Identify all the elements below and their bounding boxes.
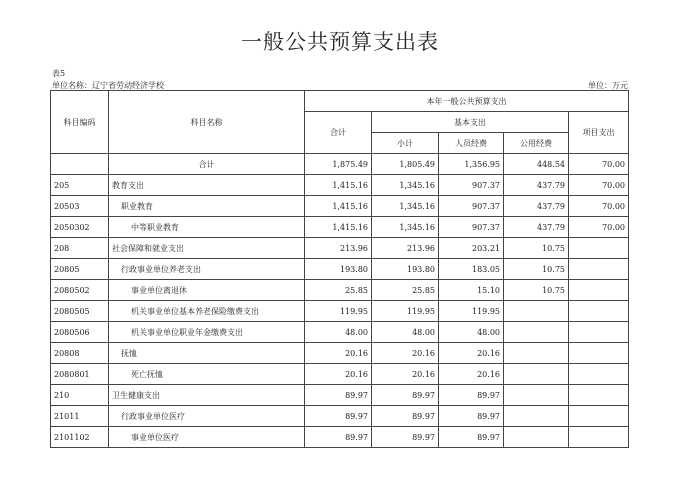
row-project [569,259,629,280]
row-project [569,406,629,427]
row-project [569,427,629,448]
row-personnel: 907.37 [439,217,504,238]
table-row [51,322,629,343]
row-public: 10.75 [504,259,569,280]
row-personnel: 20.16 [439,343,504,364]
row-personnel: 20.16 [439,364,504,385]
total-project: 70.00 [569,154,629,175]
table-row [51,196,629,217]
header-public: 公用经费 [504,133,569,154]
row-project [569,364,629,385]
row-name: 机关事业单位职业年金缴费支出 [109,322,305,343]
row-project [569,322,629,343]
header-group: 本年一般公共预算支出 [305,91,629,112]
row-code: 2080502 [51,280,109,301]
header-name: 科目名称 [109,91,305,154]
table-row [51,364,629,385]
row-total: 89.97 [305,385,372,406]
header-total: 合计 [305,112,372,154]
row-code: 2050302 [51,217,109,238]
row-total: 1,415.16 [305,175,372,196]
row-name: 职业教育 [109,196,305,217]
table-row [51,238,629,259]
row-subtotal: 1,345.16 [372,217,439,238]
row-public [504,322,569,343]
row-code: 21011 [51,406,109,427]
table-row [51,175,629,196]
row-code: 208 [51,238,109,259]
row-personnel: 15.10 [439,280,504,301]
row-subtotal: 20.16 [372,343,439,364]
table-row [51,280,629,301]
row-total: 20.16 [305,364,372,385]
row-total: 1,415.16 [305,196,372,217]
row-public: 10.75 [504,280,569,301]
header-personnel: 人员经费 [439,133,504,154]
row-project: 70.00 [569,196,629,217]
row-public [504,343,569,364]
table-row [51,406,629,427]
row-code: 20805 [51,259,109,280]
total-label: 合计 [109,154,305,175]
total-personnel: 1,356.95 [439,154,504,175]
row-code: 2080801 [51,364,109,385]
row-personnel: 48.00 [439,322,504,343]
table-number: 表5 [52,69,66,78]
total-code-cell [51,154,109,175]
total-row [51,154,629,175]
row-personnel: 89.97 [439,427,504,448]
row-code: 210 [51,385,109,406]
table-row [51,427,629,448]
row-total: 89.97 [305,427,372,448]
row-total: 1,415.16 [305,217,372,238]
row-public: 10.75 [504,238,569,259]
row-personnel: 89.97 [439,406,504,427]
row-public [504,301,569,322]
row-public [504,364,569,385]
row-name: 机关事业单位基本养老保险缴费支出 [109,301,305,322]
unit-label: 单位：万元 [588,81,628,90]
header-subtotal: 小计 [372,133,439,154]
row-name: 死亡抚恤 [109,364,305,385]
row-name: 事业单位医疗 [109,427,305,448]
row-project [569,238,629,259]
row-code: 2080505 [51,301,109,322]
row-subtotal: 193.80 [372,259,439,280]
row-subtotal: 213.96 [372,238,439,259]
header-project: 项目支出 [569,112,629,154]
total-public: 448.54 [504,154,569,175]
row-total: 213.96 [305,238,372,259]
row-subtotal: 89.97 [372,385,439,406]
row-name: 事业单位离退休 [109,280,305,301]
row-public [504,385,569,406]
row-project [569,385,629,406]
row-public [504,406,569,427]
row-public: 437.79 [504,175,569,196]
row-name: 行政事业单位养老支出 [109,259,305,280]
row-code: 2101102 [51,427,109,448]
row-personnel: 907.37 [439,175,504,196]
row-personnel: 119.95 [439,301,504,322]
row-name: 社会保障和就业支出 [109,238,305,259]
row-code: 20503 [51,196,109,217]
table-row [51,385,629,406]
row-code: 205 [51,175,109,196]
total-subtotal: 1,805.49 [372,154,439,175]
row-total: 20.16 [305,343,372,364]
header-basic: 基本支出 [372,112,569,133]
row-public [504,427,569,448]
unit-name: 单位名称：辽宁省劳动经济学校 [52,81,164,90]
row-project [569,280,629,301]
row-subtotal: 1,345.16 [372,175,439,196]
row-project [569,343,629,364]
table-row [51,217,629,238]
row-subtotal: 89.97 [372,406,439,427]
row-personnel: 907.37 [439,196,504,217]
row-code: 20808 [51,343,109,364]
row-project: 70.00 [569,175,629,196]
row-subtotal: 48.00 [372,322,439,343]
row-public: 437.79 [504,217,569,238]
row-personnel: 203.21 [439,238,504,259]
page-title: 一般公共预算支出表 [241,30,439,54]
table-row [51,301,629,322]
row-name: 抚恤 [109,343,305,364]
row-name: 行政事业单位医疗 [109,406,305,427]
row-subtotal: 1,345.16 [372,196,439,217]
row-total: 25.85 [305,280,372,301]
row-subtotal: 89.97 [372,427,439,448]
row-name: 中等职业教育 [109,217,305,238]
budget-table [50,90,629,448]
row-subtotal: 25.85 [372,280,439,301]
row-code: 2080506 [51,322,109,343]
row-subtotal: 20.16 [372,364,439,385]
row-name: 卫生健康支出 [109,385,305,406]
row-project [569,301,629,322]
table-row [51,343,629,364]
total-total: 1,875.49 [305,154,372,175]
table-row [51,259,629,280]
row-total: 193.80 [305,259,372,280]
row-subtotal: 119.95 [372,301,439,322]
row-personnel: 89.97 [439,385,504,406]
row-public: 437.79 [504,196,569,217]
row-name: 教育支出 [109,175,305,196]
header-code: 科目编码 [51,91,109,154]
row-total: 119.95 [305,301,372,322]
row-project: 70.00 [569,217,629,238]
row-total: 48.00 [305,322,372,343]
row-personnel: 183.05 [439,259,504,280]
row-total: 89.97 [305,406,372,427]
